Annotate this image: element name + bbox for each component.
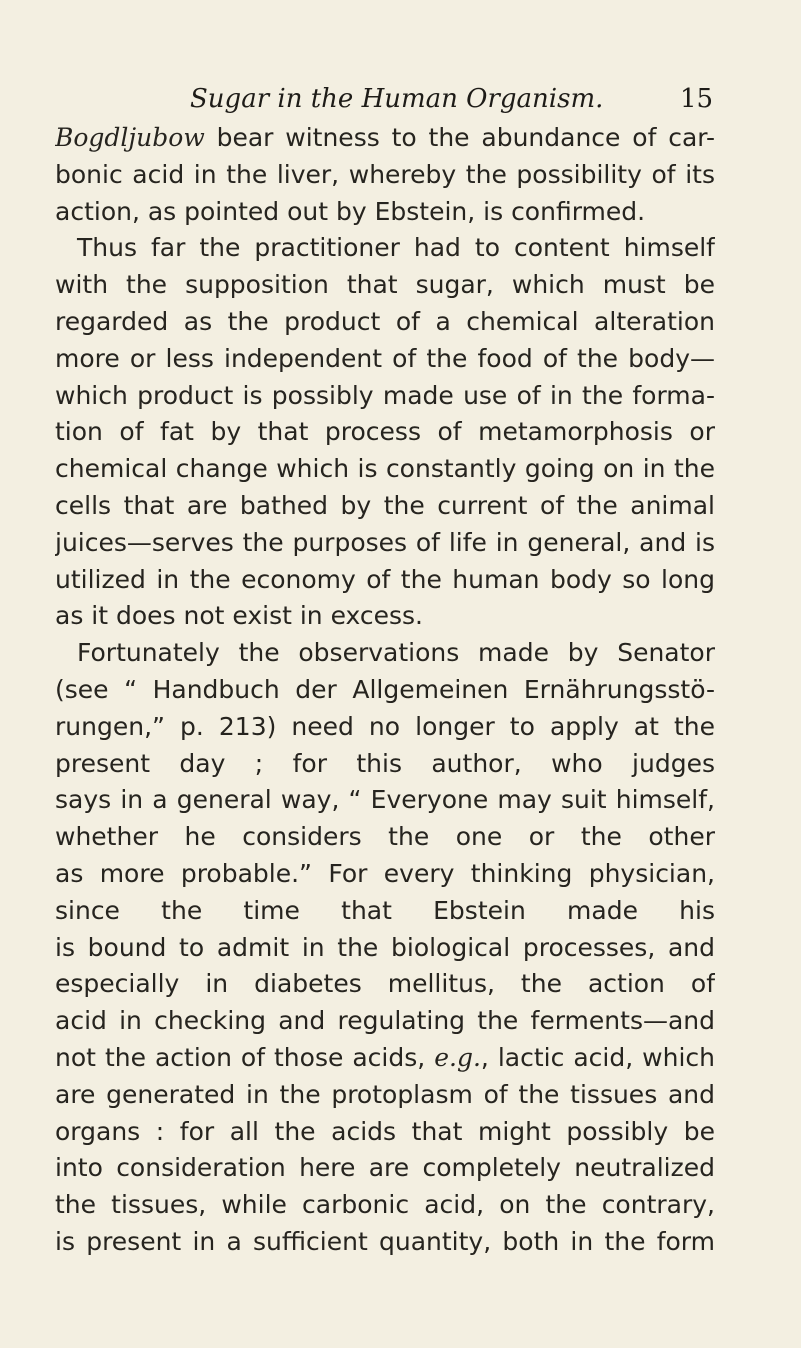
body-text: [55, 120, 715, 1261]
text-line: as it does not exist in excess.: [55, 601, 424, 631]
author-name: Bogdljubow: [55, 123, 205, 152]
text-line: more or less independent of the food of the body—: [55, 343, 715, 373]
text-line: chemical change which is constantly going on in the: [55, 454, 715, 484]
paragraph-start-line: Fortunately the observations made by Senator: [77, 638, 715, 668]
text-line: says in a general way, “ Everyone may suit himself,: [55, 785, 715, 815]
text-line: as more probable.” For every thinking physician,: [55, 858, 715, 888]
text-line: [55, 120, 715, 157]
text-line: since the time that Ebstein made his: [55, 895, 715, 925]
text-line: present day ; for this author, who judges: [55, 748, 715, 778]
text-segment: bear witness to the abundance of car-: [204, 123, 715, 152]
text-line: tion of fat by that process of metamorphosis or: [55, 417, 715, 447]
text-segment: , lactic acid, which: [480, 1042, 715, 1072]
text-line: is bound to admit in the biological processes, and: [55, 932, 715, 962]
text-line: (see “ Handbuch der Allgemeinen Ernährungsstö-: [55, 674, 715, 704]
text-line: bonic acid in the liver, whereby the possibility of its: [55, 159, 715, 189]
text-line: whether he considers the one or the other: [55, 822, 715, 852]
text-line: into consideration here are completely neutralized: [55, 1153, 715, 1183]
text-line: especially in diabetes mellitus, the action of: [55, 969, 715, 999]
text-line: [55, 1040, 715, 1077]
text-line: acid in checking and regulating the ferments—and: [55, 1006, 715, 1036]
text-line: utilized in the economy of the human body so long: [55, 564, 715, 594]
text-line: with the supposition that sugar, which must be: [55, 270, 715, 300]
text-segment: not the action of those acids,: [55, 1042, 435, 1072]
text-line: juices—serves the purposes of life in general, and is: [55, 527, 715, 557]
text-line: rungen,” p. 213) need no longer to apply at the: [55, 711, 715, 741]
text-line: the tissues, while carbonic acid, on the contrary,: [55, 1190, 715, 1220]
text-line: action, as pointed out by Ebstein, is confirmed.: [55, 196, 646, 226]
running-header: Sugar in the Human Organism.: [190, 84, 604, 114]
text-line: regarded as the product of a chemical alteration: [55, 306, 715, 336]
text-line: are generated in the protoplasm of the tissues and: [55, 1079, 715, 1109]
abbreviation-eg: e.g.: [434, 1042, 481, 1072]
text-line: cells that are bathed by the current of the animal: [55, 490, 715, 520]
text-line: organs : for all the acids that might possibly be: [55, 1116, 715, 1146]
page-number: 15: [680, 84, 714, 114]
text-line: which product is possibly made use of in the forma-: [55, 380, 715, 410]
paragraph-start-line: Thus far the practitioner had to content himself: [77, 233, 715, 263]
text-line: is present in a sufficient quantity, both in the form: [55, 1226, 715, 1256]
